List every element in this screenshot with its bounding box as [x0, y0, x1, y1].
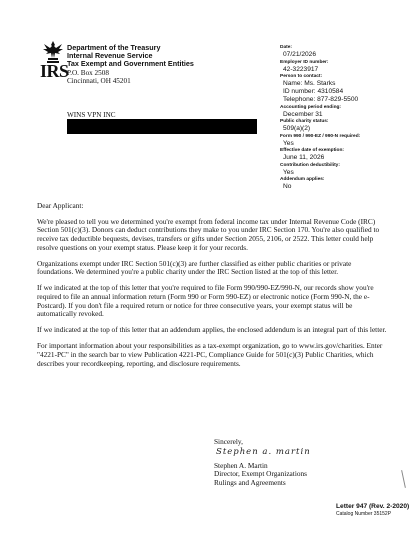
recipient-name: WINS VPN INC [67, 111, 116, 119]
agency-name [67, 44, 194, 69]
agency-line: Tax Exempt and Government Entities [67, 59, 194, 69]
signature-script: Stephen a. martin [216, 446, 311, 457]
date-group [280, 45, 415, 59]
redacted-address-block [67, 119, 257, 134]
ein-value: 42-3223917 [283, 65, 319, 73]
irs-logo-text: IRS [40, 61, 69, 81]
catalog-number: Catalog Number 35152P [336, 511, 392, 517]
accounting-group [280, 105, 415, 119]
body-paragraph: If we indicated at the top of this letter that you're required to file Form 990/990-EZ/990-N, our records show you're required to file an annual information return (Form 990 or Form 990-EZ) or electronic notice (Form 990-N, the e-Postcard). If you don't file a required return or notice for three consecutive years, your exempt status will be automatically revoked. [37, 283, 374, 319]
deduct-value: Yes [283, 168, 294, 176]
signer-department: Rulings and Agreements [214, 478, 286, 488]
deduct-label: Contribution deductibility: [280, 162, 340, 168]
deduct-group [280, 163, 415, 177]
accounting-label: Accounting period ending: [280, 104, 342, 110]
agency-line: Internal Revenue Service [67, 51, 153, 61]
charity-label: Public charity status: [280, 119, 329, 124]
letter-footer [336, 503, 409, 517]
agency-address [67, 69, 131, 85]
handwritten-signature [216, 448, 311, 461]
accounting-value: December 31 [283, 110, 323, 118]
margin-mark [401, 470, 406, 488]
irs-logo [40, 40, 69, 84]
salutation: Dear Applicant: [37, 201, 84, 210]
body-paragraph: For important information about your responsibilities as a tax-exempt organization, go to www.irs.gov/charities. Enter "4221-PC" in the search bar to view Publication 4221-PC, Compliance Guide for 501(c)(3) Public Charities, which describes your recordkeeping, reporting, and disclosure requirements. [37, 341, 383, 368]
date-label: Date: [280, 45, 292, 50]
date-value: 07/21/2026 [283, 51, 317, 58]
ein-group [280, 60, 415, 74]
closing: Sincerely, [214, 437, 243, 446]
address-line: Cincinnati, OH 45201 [67, 77, 131, 86]
letter-body [37, 202, 389, 375]
body-paragraph: We're pleased to tell you we determined you're exempt from federal income tax under Internal Revenue Code (IRC) Section 501(c)(3). Donors can deduct contributions they make to you under IRC Section 170. You're also qualified to receive tax deductible bequests, devises, transfers or gifts under Section 2055, 2106, or 2522. This letter could help resolve questions on your exempt status. Please keep it for your records. [37, 216, 380, 252]
letter-number: Letter 947 (Rev. 2-2020) [336, 503, 410, 510]
form-group [280, 134, 415, 148]
signature-block [214, 438, 311, 488]
contact-id: ID number: 4310584 [283, 88, 344, 95]
form-value: Yes [283, 139, 294, 147]
address-line: P.O. Box 2508 [67, 69, 109, 77]
ein-label: Employer ID number: [280, 59, 329, 65]
addendum-group [280, 177, 415, 191]
body-paragraph: Organizations exempt under IRC Section 501(c)(3) are further classified as either public charities or private foundations. We determined you're a public charity under the IRC Section listed at the top of this letter. [37, 258, 352, 277]
signer-name: Stephen A. Martin [214, 460, 268, 470]
addendum-value: No [283, 183, 292, 190]
agency-line: Department of the Treasury [67, 43, 161, 52]
info-column [280, 45, 415, 192]
form-label: Form 990 / 990-EZ / 990-N required: [280, 133, 361, 139]
contact-group [280, 74, 415, 104]
body-paragraph: If we indicated at the top of this letter that an addendum applies, the enclosed addendum is an integral part of this letter. [37, 325, 387, 335]
effective-group [280, 148, 415, 162]
addendum-label: Addendum applies: [280, 177, 325, 182]
effective-label: Effective date of exemption: [280, 148, 344, 153]
effective-value: June 11, 2026 [283, 154, 325, 161]
signer-title: Director, Exempt Organizations [214, 469, 307, 479]
contact-label: Person to contact: [280, 74, 323, 79]
contact-name: Name: Ms. Starks [283, 80, 336, 87]
charity-group [280, 119, 415, 133]
charity-value: 509(a)(2) [283, 125, 311, 132]
contact-phone: Telephone: 877-829-5500 [283, 96, 359, 103]
